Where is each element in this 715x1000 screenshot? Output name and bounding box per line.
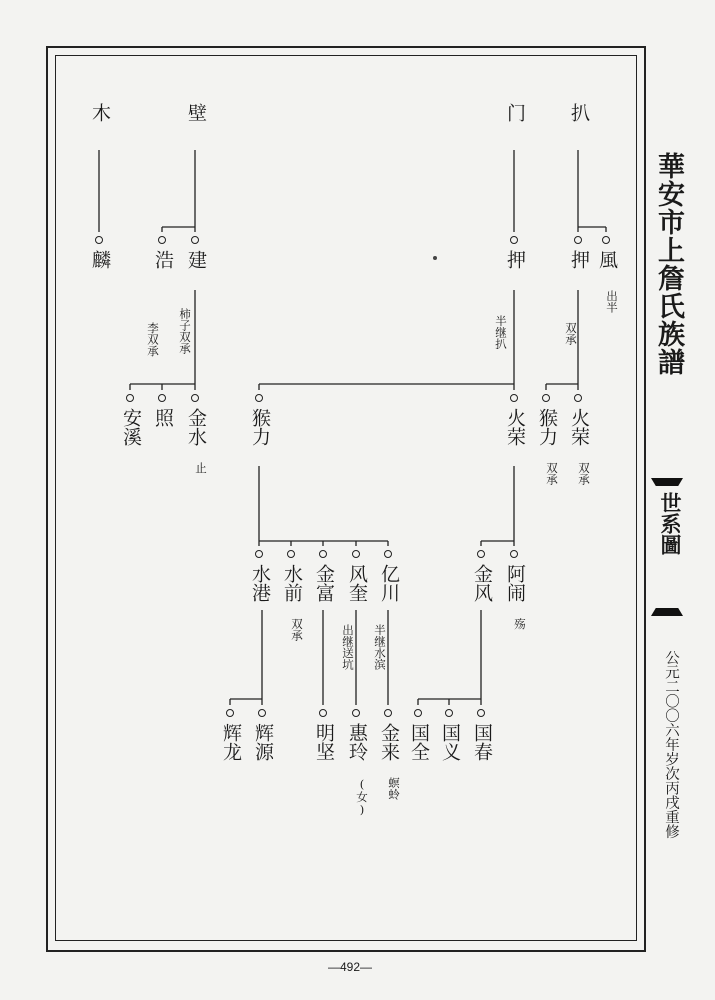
person-name: 亿川 (378, 564, 400, 602)
section-title: 世系圖 (658, 492, 683, 555)
person-name: 安溪 (120, 408, 142, 446)
person-name: 金来 (378, 723, 400, 761)
person-marker (191, 394, 199, 402)
person-name: 木 (89, 103, 111, 122)
person-name: 国春 (471, 723, 493, 761)
person-marker (287, 550, 295, 558)
person-name: 猴力 (249, 408, 271, 446)
person-marker (158, 394, 166, 402)
person-name: 建 (185, 250, 207, 269)
person-name: 扒 (568, 103, 590, 122)
page-number: —492— (327, 960, 373, 974)
person-marker (574, 236, 582, 244)
person-marker (574, 394, 582, 402)
person-note: 出半 (605, 290, 619, 313)
person-marker (258, 709, 266, 717)
person-name: 押 (504, 250, 526, 269)
person-note: 双承 (577, 462, 591, 485)
person-marker (226, 709, 234, 717)
person-name: 火荣 (504, 408, 526, 446)
person-name: 辉源 (252, 723, 274, 761)
person-name: 门 (504, 103, 526, 122)
person-marker (445, 709, 453, 717)
person-name: 明坚 (313, 723, 335, 761)
person-note: 螟蛉 (387, 777, 401, 800)
person-name: 金水 (185, 408, 207, 446)
person-marker (158, 236, 166, 244)
person-marker (602, 236, 610, 244)
person-name: 火荣 (568, 408, 590, 446)
person-name: 照 (152, 408, 174, 427)
person-name: 水前 (281, 564, 303, 602)
person-name: 阿闹 (504, 564, 526, 602)
person-marker (255, 394, 263, 402)
person-marker (477, 709, 485, 717)
person-marker (384, 709, 392, 717)
lineage-annotation: 柿子双承 (178, 308, 192, 354)
lineage-annotation: 出继送坑 (341, 624, 355, 670)
person-marker (319, 550, 327, 558)
person-marker (191, 236, 199, 244)
person-name: 金风 (471, 564, 493, 602)
person-name: 国义 (439, 723, 461, 761)
person-name: 浩 (152, 250, 174, 269)
lineage-annotation: 半继扒 (494, 315, 508, 350)
person-marker (414, 709, 422, 717)
revision-year: 公元二〇〇六年岁次丙戌重修 (663, 650, 679, 839)
person-note: 止 (194, 462, 208, 474)
person-marker (319, 709, 327, 717)
person-name: 押 (568, 250, 590, 269)
lineage-annotation: 李双承 (146, 322, 160, 357)
person-name: 風 (596, 250, 618, 269)
person-note: 双承 (290, 618, 304, 641)
person-note: 双承 (545, 462, 559, 485)
person-marker (510, 550, 518, 558)
person-name: 惠玲 (346, 723, 368, 761)
person-marker (352, 709, 360, 717)
lineage-annotation: 双承 (564, 322, 578, 345)
person-marker (255, 550, 263, 558)
book-title: 華安市上詹氏族譜 (653, 152, 684, 376)
person-name: 辉龙 (220, 723, 242, 761)
person-name: 壁 (185, 103, 207, 122)
person-marker (126, 394, 134, 402)
person-name: 风奎 (346, 564, 368, 602)
person-marker (510, 236, 518, 244)
person-marker (384, 550, 392, 558)
person-note: (女) (355, 777, 369, 817)
person-name: 金富 (313, 564, 335, 602)
person-name: 麟 (89, 250, 111, 269)
person-marker (352, 550, 360, 558)
person-marker (95, 236, 103, 244)
person-marker (542, 394, 550, 402)
person-name: 水港 (249, 564, 271, 602)
person-name: 国全 (408, 723, 430, 761)
lineage-annotation: 半继水滨 (373, 624, 387, 670)
person-note: 殇 (513, 618, 527, 630)
person-marker (510, 394, 518, 402)
person-name: 猴力 (536, 408, 558, 446)
person-marker (477, 550, 485, 558)
